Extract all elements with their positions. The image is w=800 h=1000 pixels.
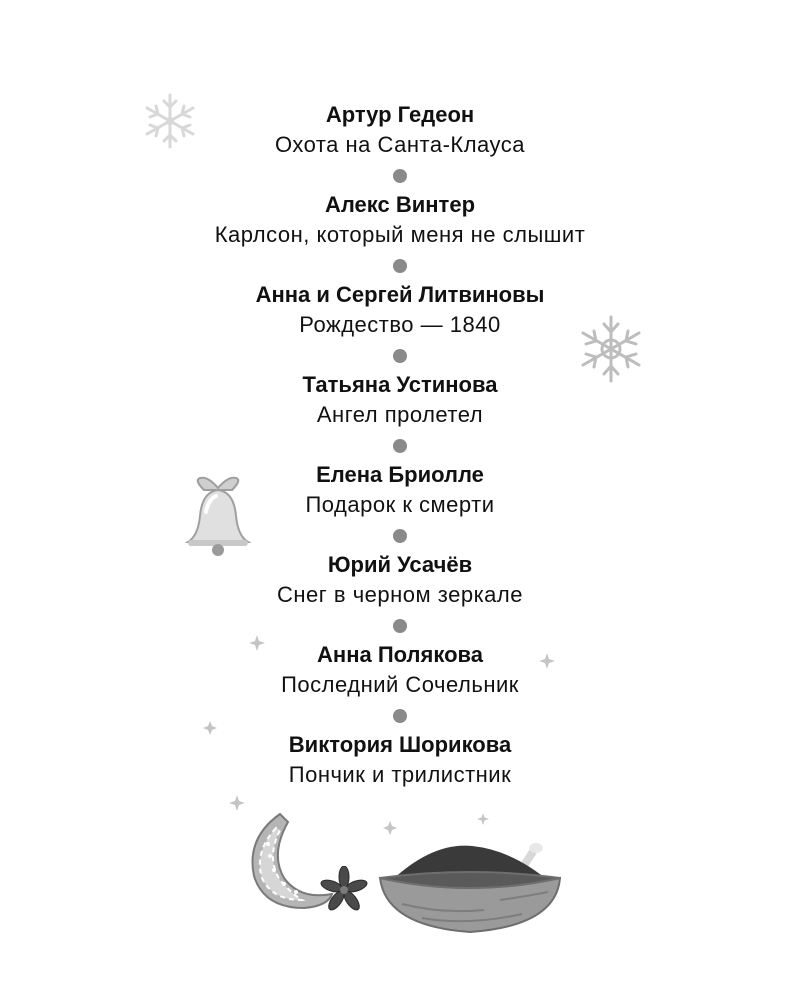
snowflake-icon <box>570 314 652 384</box>
star-icon <box>248 634 266 652</box>
separator-dot <box>393 619 407 633</box>
separator-dot <box>393 709 407 723</box>
star-icon <box>202 720 218 736</box>
entry-title: Последний Сочельник <box>281 672 519 697</box>
entry-title: Пончик и трилистник <box>288 762 512 787</box>
entry-author: Елена Бриолле <box>316 462 484 487</box>
star-icon <box>476 812 490 826</box>
entry-author: Анна и Сергей Литвиновы <box>255 282 545 307</box>
snowflake-icon <box>138 92 202 150</box>
star-icon <box>382 820 398 836</box>
separator-dot <box>393 529 407 543</box>
separator-dot <box>393 259 407 273</box>
toc-entry <box>0 640 800 700</box>
toc-entry <box>0 550 800 610</box>
entry-title: Снег в черном зеркале <box>277 582 523 607</box>
entry-author: Татьяна Устинова <box>302 372 498 397</box>
bell-icon <box>182 476 262 558</box>
entry-title: Рождество — 1840 <box>299 312 501 337</box>
separator-dot <box>393 349 407 363</box>
entry-title: Ангел пролетел <box>316 402 484 427</box>
toc-entry <box>0 190 800 250</box>
toc-entry <box>0 370 800 430</box>
separator-dot <box>393 169 407 183</box>
entry-author: Алекс Винтер <box>324 192 476 217</box>
entry-author: Виктория Шорикова <box>288 732 512 757</box>
entry-title: Подарок к смерти <box>305 492 495 517</box>
separator-dot <box>393 439 407 453</box>
entry-author: Юрий Усачёв <box>327 552 473 577</box>
toc-entry <box>0 280 800 340</box>
star-icon <box>538 652 556 670</box>
toc-entry <box>0 460 800 520</box>
bowl-icon <box>372 836 568 938</box>
entry-title: Карлсон, который меня не слышит <box>214 222 586 247</box>
toc-entry <box>0 730 800 790</box>
star-anise-icon <box>318 866 370 914</box>
entry-author: Артур Гедеон <box>325 102 475 127</box>
toc-entry <box>0 100 800 160</box>
entry-title: Охота на Санта-Клауса <box>274 132 526 157</box>
entry-author: Анна Полякова <box>317 642 483 667</box>
